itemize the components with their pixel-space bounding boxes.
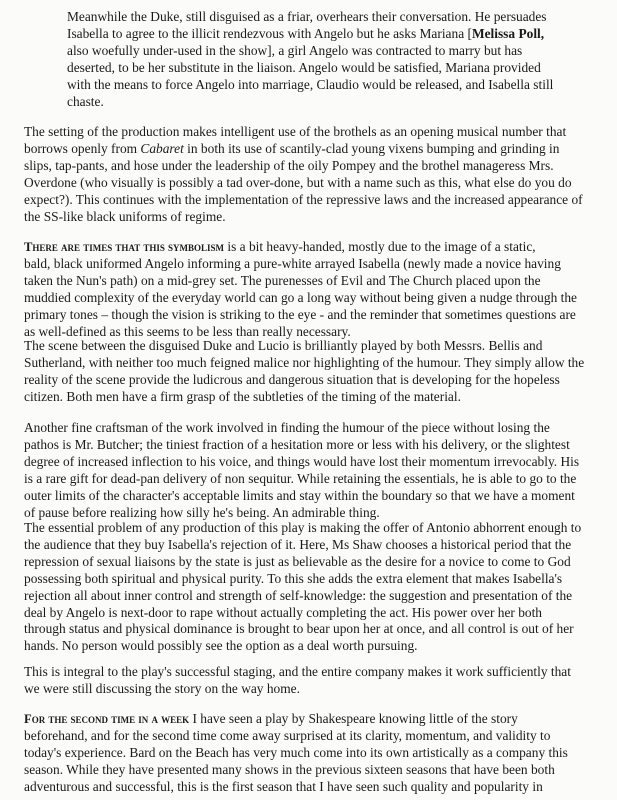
text-line: taken the Nun's path) on a mid-grey set. The purenesses of Evil and The Church placed upon the <box>24 272 541 288</box>
text-line: of pause before realizing how silly he's being. An admirable thing. <box>24 504 380 520</box>
text-segment: I have seen a play by Shakespeare knowing little of the story <box>189 711 518 726</box>
text-line: through status and physical dominance is brought to bear upon her at once, and all control is out of her <box>24 621 574 637</box>
text-line: with the means to force Angelo into marriage, Claudio would be released, and Isabella still <box>67 76 554 92</box>
text-line: also woefully under-used in the show], a girl Angelo was contracted to marry but has <box>67 42 523 58</box>
text-line <box>24 141 583 158</box>
paragraph-essential-problem <box>24 520 581 655</box>
paragraph-duke-disguise <box>67 9 553 110</box>
text-line: muddied complexity of the everyday world can go a long way without being given a nudge through the <box>24 289 577 305</box>
text-line: The essential problem of any production of this play is making the offer of Antonio abhorrent enough to <box>24 520 582 535</box>
text-line: Sutherland, with neither too much feigned malice nor highlighting of the humour. They simply allow the <box>24 354 585 370</box>
text-line <box>24 711 568 728</box>
text-line: The scene between the disguised Duke and Lucio is brilliantly played by both Messrs. Bellis and <box>24 338 543 353</box>
text-line: Another fine craftsman of the work involved in finding the humour of the piece without losing the <box>24 420 550 435</box>
text-line: Overdone (who visually is possibly a tad over-done, but with a name such as this, what else do you do <box>24 174 572 190</box>
text-line: we were still discussing the story on the way home. <box>24 680 300 696</box>
paragraph-butcher <box>24 420 579 521</box>
text-line: primary tones – though the vision is striking to the eye - and the reminder that sometimes questions are <box>24 306 576 322</box>
text-line: hands. No person would possibly see the option as a deal worth pursuing. <box>24 638 418 654</box>
text-line: the audience that they buy Isabella's rejection of it. Here, Ms Shaw chooses a historical period that the <box>24 536 572 552</box>
text-line: deserted, to be her substitute in the liaison. Angelo would be satisfied, Mariana provided <box>67 59 541 75</box>
text-line: chaste. <box>67 93 104 109</box>
lead-in-heading: For the second time in a week <box>24 712 190 726</box>
text-line: bald, black uniformed Angelo informing a pure-white arrayed Isabella (newly made a novice having <box>24 255 561 271</box>
text-line: expect?). This continues with the implementation of the repressive laws and the increased appearance of <box>24 191 583 207</box>
text-line: pathos is Mr. Butcher; the tiniest fraction of a hesitation more or less with his delivery, or the slightest <box>24 436 570 452</box>
paragraph-integral <box>24 664 571 698</box>
text-line: citizen. Both men have a firm grasp of the subtleties of the timing of the material. <box>24 388 461 404</box>
text-line: The setting of the production makes intelligent use of the brothels as an opening musical number that <box>24 124 567 139</box>
text-line <box>24 239 577 256</box>
text-line: slips, tap-pants, and hose under the leadership of the oily Pompey and the brothel manageress Mrs. <box>24 157 554 173</box>
text-line: the SS-like black uniforms of regime. <box>24 208 226 224</box>
text-line: as well-defined as this seems to be less than really necessary. <box>24 323 351 339</box>
text-line: repression of sexual liaisons by the state is just as believable as the desire for a novice to come to God <box>24 553 571 569</box>
bold-name: Melissa Poll, <box>471 25 545 41</box>
text-line: beforehand, and for the second time come away surprised at its clarity, momentum, and validity to <box>24 727 551 743</box>
text-line: possessing both spiritual and physical purity. To this she adds the extra element that makes Isabella's <box>24 570 563 586</box>
text-line: adventurous and successful, this is the first season that I have seen such quality and popularity in <box>24 778 543 794</box>
lead-in-heading: There are times that this symbolism <box>24 240 225 254</box>
text-segment: Isabella to agree to the illicit rendezvous with Angelo but he asks Mariana [ <box>67 25 472 41</box>
text-line: is a rare gift for dead-pan delivery of non sequitur. While retaining the essentials, he is able to go to the <box>24 470 577 486</box>
text-segment: borrows openly from <box>24 140 141 156</box>
text-line: deal by Angelo is next-door to rape without actually completing the act. His power over her both <box>24 604 543 620</box>
paragraph-setting <box>24 124 583 225</box>
paragraph-second-time <box>24 711 568 796</box>
text-line: This is integral to the play's successful staging, and the entire company makes it work sufficiently that <box>24 664 571 679</box>
text-line: outer limits of the character's acceptable limits and stay within the boundary so that we have a moment <box>24 487 575 503</box>
text-segment: is a bit heavy-handed, mostly due to the image of a static, <box>224 239 536 254</box>
text-line: today's experience. Bard on the Beach has very much come into its own artistically as a company this <box>24 744 568 760</box>
text-segment: in both its use of scantily-clad young vixens bumping and grinding in <box>183 140 560 156</box>
paragraph-symbolism <box>24 239 577 340</box>
text-line: season. While they have presented many shows in the previous sixteen seasons that have been both <box>24 761 555 777</box>
text-line: rejection all about inner control and strength of self-knowledge: the suggestion and presentation of the <box>24 587 573 603</box>
text-line: degree of increased inflection to his voice, and things would have lost their momentum irrevocably. His <box>24 453 580 469</box>
text-line: reality of the scene provide the ludicrous and dangerous situation that is developing for the hopeless <box>24 371 560 387</box>
text-line: Meanwhile the Duke, still disguised as a friar, overhears their conversation. He persuades <box>67 9 547 24</box>
italic-title: Cabaret <box>140 140 184 156</box>
paragraph-duke-lucio <box>24 338 584 406</box>
text-line <box>67 26 553 43</box>
